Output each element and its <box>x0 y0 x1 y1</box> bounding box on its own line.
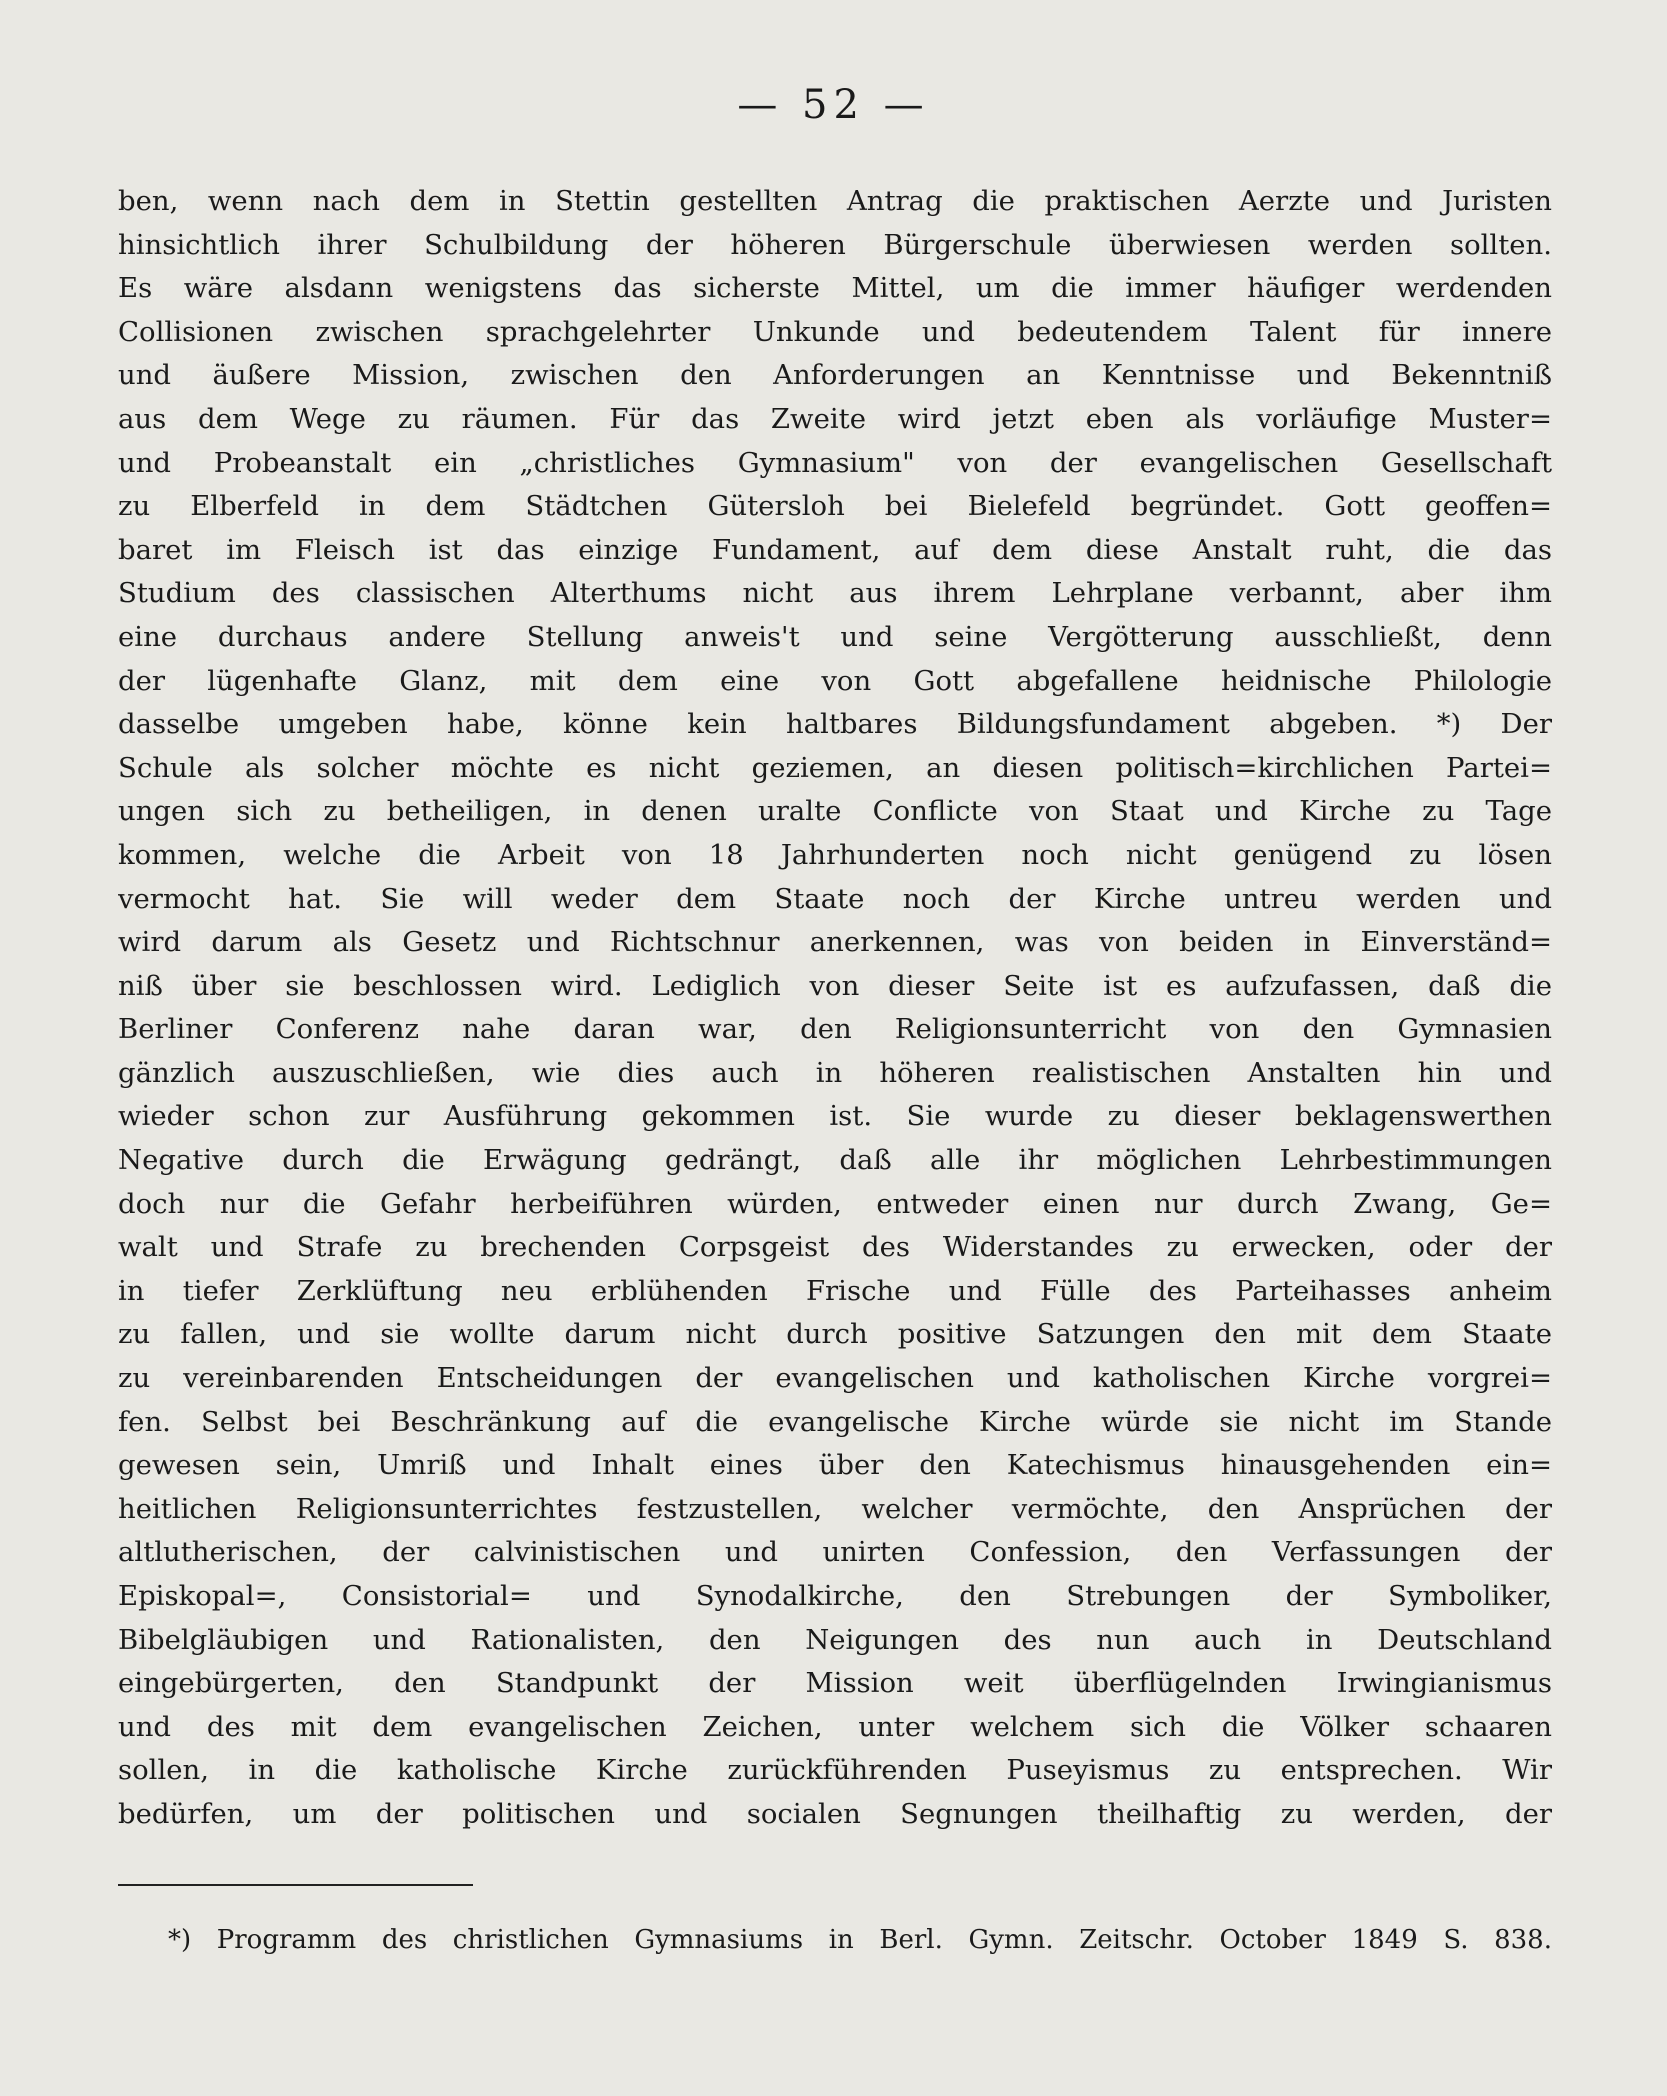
text-line: und äußere Mission, zwischen den Anforderungen an Kenntnisse und Bekenntniß <box>118 359 1552 392</box>
text-line: der lügenhafte Glanz, mit dem eine von Gott abgefallene heidnische Philologie <box>118 664 1552 697</box>
text-line: Collisionen zwischen sprachgelehrter Unkunde und bedeutendem Talent für innere <box>118 315 1552 348</box>
text-line: doch nur die Gefahr herbeiführen würden, entweder einen nur durch Zwang, Ge= <box>118 1187 1552 1220</box>
text-line: hinsichtlich ihrer Schulbildung der höheren Bürgerschule überwiesen werden sollten. <box>118 228 1552 261</box>
text-line: Negative durch die Erwägung gedrängt, daß alle ihr möglichen Lehrbestimmungen <box>118 1144 1552 1177</box>
footnote-divider <box>118 1884 473 1886</box>
text-line: bedürfen, um der politischen und socialen Segnungen theilhaftig zu werden, der <box>118 1797 1552 1830</box>
text-line: aus dem Wege zu räumen. Für das Zweite wird jetzt eben als vorläufige Muster= <box>118 402 1552 435</box>
text-line: Schule als solcher möchte es nicht geziemen, an diesen politisch=kirchlichen Partei= <box>118 751 1552 784</box>
text-line: walt und Strafe zu brechenden Corpsgeist des Widerstandes zu erwecken, oder der <box>118 1231 1552 1264</box>
text-line: eine durchaus andere Stellung anweis't und seine Vergötterung ausschließt, denn <box>118 620 1552 653</box>
text-line: wieder schon zur Ausführung gekommen ist. Sie wurde zu dieser beklagenswerthen <box>118 1100 1552 1133</box>
text-line: vermocht hat. Sie will weder dem Staate noch der Kirche untreu werden und <box>118 882 1552 915</box>
text-line: zu fallen, und sie wollte darum nicht durch positive Satzungen den mit dem Staate <box>118 1318 1552 1351</box>
text-line: Studium des classischen Alterthums nicht aus ihrem Lehrplane verbannt, aber ihm <box>118 577 1552 610</box>
text-line: sollen, in die katholische Kirche zurückführenden Puseyismus zu entsprechen. Wir <box>118 1754 1552 1787</box>
text-line: ungen sich zu betheiligen, in denen uralte Conflicte von Staat und Kirche zu Tage <box>118 795 1552 828</box>
text-line: gewesen sein, Umriß und Inhalt eines über den Katechismus hinausgehenden ein= <box>118 1449 1552 1482</box>
text-line: zu Elberfeld in dem Städtchen Gütersloh bei Bielefeld begründet. Gott geoffen= <box>118 490 1552 523</box>
text-line: eingebürgerten, den Standpunkt der Mission weit überflügelnden Irwingianismus <box>118 1667 1552 1700</box>
text-line: Bibelgläubigen und Rationalisten, den Neigungen des nun auch in Deutschland <box>118 1623 1552 1656</box>
text-line: ben, wenn nach dem in Stettin gestellten Antrag die praktischen Aerzte und Juristen <box>118 185 1552 217</box>
text-line: altlutherischen, der calvinistischen und unirten Confession, den Verfassungen der <box>118 1536 1552 1569</box>
text-line: fen. Selbst bei Beschränkung auf die evangelische Kirche würde sie nicht im Stande <box>118 1405 1552 1438</box>
text-line: heitlichen Religionsunterrichtes festzustellen, welcher vermöchte, den Ansprüchen der <box>118 1492 1552 1525</box>
text-line: zu vereinbarenden Entscheidungen der evangelischen und katholischen Kirche vorgrei= <box>118 1362 1552 1395</box>
text-line: niß über sie beschlossen wird. Lediglich von dieser Seite ist es aufzufassen, daß die <box>118 969 1552 1002</box>
text-line: Berliner Conferenz nahe daran war, den Religionsunterricht von den Gymnasien <box>118 1013 1552 1046</box>
text-line: baret im Fleisch ist das einzige Fundament, auf dem diese Anstalt ruht, die das <box>118 533 1552 566</box>
text-line: und Probeanstalt ein „christliches Gymnasium" von der evangelischen Gesellschaft <box>118 446 1552 479</box>
text-line: dasselbe umgeben habe, könne kein haltbares Bildungsfundament abgeben. *) Der <box>118 708 1552 741</box>
text-line: und des mit dem evangelischen Zeichen, unter welchem sich die Völker schaaren <box>118 1710 1552 1743</box>
page-number: — 52 — <box>737 82 930 128</box>
text-line: kommen, welche die Arbeit von 18 Jahrhunderten noch nicht genügend zu lösen <box>118 838 1552 871</box>
text-line: Es wäre alsdann wenigstens das sicherste Mittel, um die immer häufiger werdenden <box>118 272 1552 305</box>
text-line: wird darum als Gesetz und Richtschnur anerkennen, was von beiden in Einverständ= <box>118 926 1552 959</box>
text-line: Episkopal=, Consistorial= und Synodalkirche, den Strebungen der Symboliker, <box>118 1580 1552 1612</box>
text-line: gänzlich auszuschließen, wie dies auch in höheren realistischen Anstalten hin und <box>118 1056 1552 1089</box>
footnote: *) Programm des christlichen Gymnasiums in Berl. Gymn. Zeitschr. October 1849 S. 838. <box>168 1925 1552 1955</box>
text-line: in tiefer Zerklüftung neu erblühenden Frische und Fülle des Parteihasses anheim <box>118 1274 1552 1307</box>
body-text <box>118 180 1552 1837</box>
